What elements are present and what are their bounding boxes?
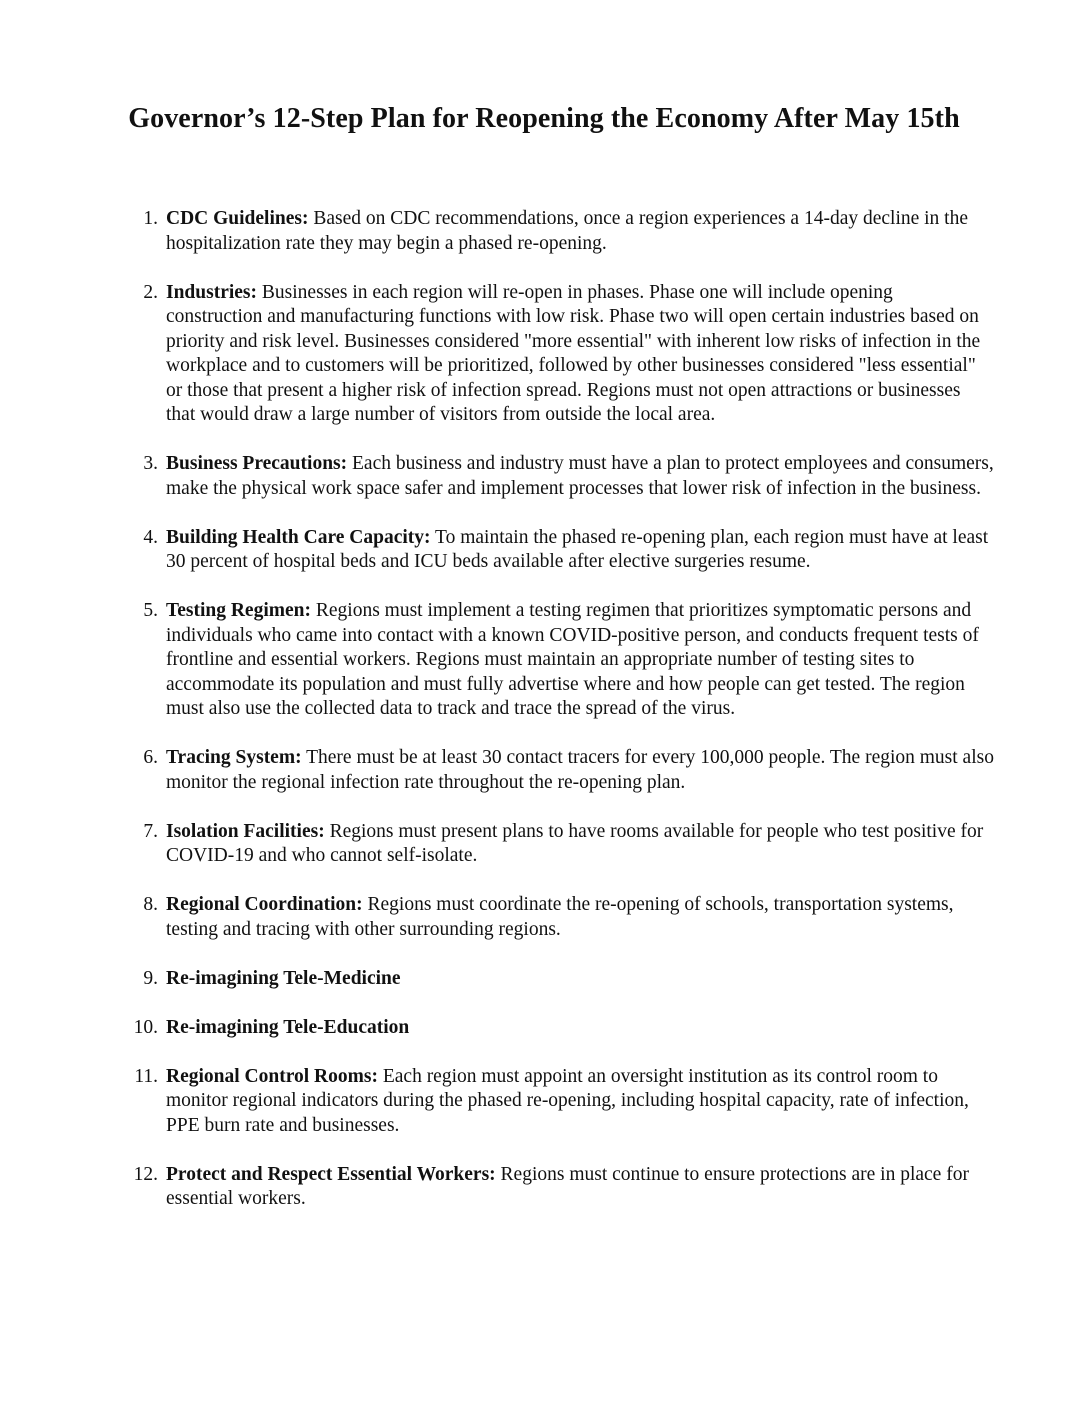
- step-number: 4.: [143, 526, 158, 548]
- step-text: Each region must appoint an oversight institution as its control room to monitor regional indicators during the phased re-opening, including hospital capacity, rate of infection, PPE burn rate and businesses.: [166, 1065, 969, 1136]
- step-title: Regional Control Rooms:: [166, 1065, 378, 1087]
- step-title: CDC Guidelines:: [166, 208, 309, 229]
- step-text: Regions must continue to ensure protections are in place for essential workers.: [166, 1163, 969, 1209]
- list-item: [124, 281, 994, 428]
- step-title: Industries:: [166, 281, 258, 303]
- step-number: 10.: [133, 1016, 158, 1038]
- step-text: To maintain the phased re-opening plan, each region must have at least 30 percent of hospital beds and ICU beds available after elective surgeries resume.: [166, 526, 989, 572]
- list-item: [124, 820, 994, 869]
- step-text: There must be at least 30 contact tracers for every 100,000 people. The region must also monitor the regional infection rate throughout the re-opening plan.: [166, 747, 994, 793]
- list-item: [124, 599, 994, 722]
- step-title: Testing Regimen:: [166, 600, 311, 621]
- step-text: Businesses in each region will re-open in phases. Phase one will include opening construction and manufacturing functions with low risk. Phase two will open certain industries based on priority and risk level. Businesses considered "more essential" with inherent low risks of infection in the workplace and to customers will be prioritized, followed by other businesses considered "less essential" or those that present a higher risk of infection spread. Regions must not open attractions or businesses that would draw a large number of visitors from outside the local area.: [166, 281, 981, 425]
- step-title: Re-imagining Tele-Education: [166, 1016, 410, 1038]
- step-title: Re-imagining Tele-Medicine: [166, 967, 401, 989]
- step-text: Regions must implement a testing regimen that prioritizes symptomatic persons and individuals who came into contact with a known COVID-positive person, and conducts frequent tests of frontline and essential workers. Regions must maintain an appropriate number of testing sites to accommodate its population and must fully advertise where and how people can get tested. The region must also use the collected data to track and trace the spread of the virus.: [166, 600, 979, 719]
- list-item: [124, 452, 994, 501]
- step-text: Each business and industry must have a plan to protect employees and consumers, make the physical work space safer and implement processes that lower risk of infection in the business.: [166, 453, 994, 499]
- list-item: [124, 967, 994, 992]
- step-number: 11.: [134, 1065, 158, 1087]
- list-item: [124, 1016, 994, 1041]
- list-item: [124, 893, 994, 942]
- step-title: Building Health Care Capacity:: [166, 526, 431, 548]
- step-number: 1.: [143, 208, 158, 229]
- list-item: [124, 1163, 994, 1212]
- step-title: Isolation Facilities:: [166, 820, 325, 842]
- step-number: 6.: [143, 747, 158, 768]
- step-number: 3.: [143, 453, 158, 474]
- list-item: [124, 1065, 994, 1139]
- page-title: Governor’s 12-Step Plan for Reopening the Economy After May 15th: [128, 103, 960, 134]
- step-text: Regions must present plans to have rooms available for people who test positive for COVID-19 and who cannot self-isolate.: [166, 820, 984, 866]
- steps-list: [124, 207, 994, 1236]
- step-title: Regional Coordination:: [166, 894, 363, 915]
- step-number: 7.: [143, 820, 158, 842]
- step-number: 9.: [143, 967, 158, 989]
- step-number: 2.: [143, 281, 158, 303]
- step-title: Protect and Respect Essential Workers:: [166, 1163, 496, 1185]
- step-number: 8.: [143, 894, 158, 915]
- list-item: [124, 207, 994, 256]
- step-text: Regions must coordinate the re-opening of schools, transportation systems, testing and tracing with other surrounding regions.: [166, 894, 954, 940]
- step-title: Business Precautions:: [166, 453, 348, 474]
- step-number: 12.: [133, 1163, 158, 1185]
- list-item: [124, 746, 994, 795]
- step-title: Tracing System:: [166, 747, 302, 768]
- step-number: 5.: [143, 600, 158, 621]
- step-text: Based on CDC recommendations, once a region experiences a 14-day decline in the hospitalization rate they may begin a phased re-opening.: [166, 208, 969, 254]
- list-item: [124, 526, 994, 575]
